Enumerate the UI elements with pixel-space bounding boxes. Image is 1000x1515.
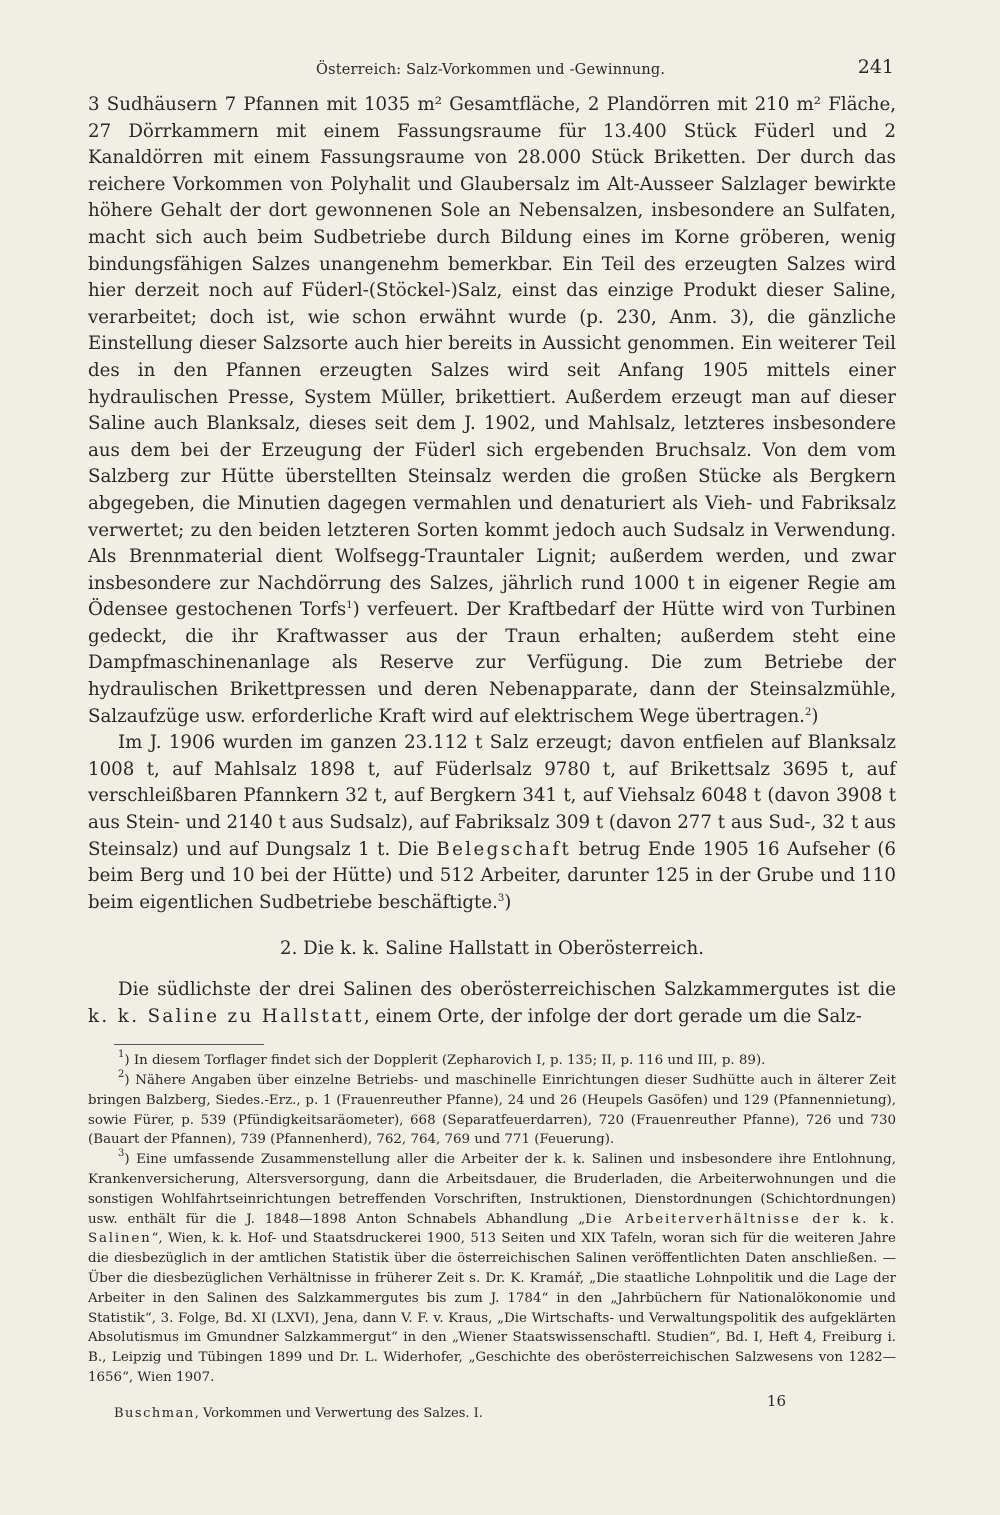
paragraph-text: ) verfeuert. Der Kraftbedarf der Hütte wird von Turbinen gedeckt, die ihr Kraftwasser aus der Traun erhalten; außerdem steht eine Dampfmaschinenanlage als Reserve zur Verfügung. Die zum Betriebe der hydraulischen Brikettpressen und deren Nebenapparate, dann der Steinsalzmühle, Salzaufzüge usw. erforderliche Kraft wird auf elektrischem Wege übertragen. bbox=[88, 599, 896, 727]
page-number: 241 bbox=[857, 56, 894, 78]
footnote-text: ) In diesem Torflager findet sich der Dopplerit (Zepharovich I, p. 135; II, p. 116 und III, p. 89). bbox=[124, 1053, 766, 1069]
paragraph-text: Die südlichste der drei Salinen des oberösterreichischen Salzkammergutes ist die bbox=[118, 979, 896, 1000]
footnote bbox=[88, 1068, 896, 1150]
footnote-divider bbox=[114, 1044, 264, 1045]
emphasis-text: Die Arbeiterverhältnisse der k. k. Salinen bbox=[88, 1211, 896, 1247]
footnote-text: ) Eine umfassende Zusammenstellung aller die Arbeiter der k. k. Salinen und insbesondere ihre Entlohnung, Krankenversicherung, Altersversorgung, dann die Arbeitsdauer, die Bruderladen, die Arbeiterwohnungen und die sonstigen Wohlfahrtseinrichtungen betreffenden Vorschriften, Instruktionen, Dienstordnungen (Schichtordnungen) usw. enthält für die J. 1848—1898 Anton Schnabels Abhandlung „ bbox=[88, 1152, 896, 1227]
footnote-text: “, Wien, k. k. Hof- und Staatsdruckerei 1900, 513 Seiten und XIX Tafeln, woran sich für die weiteren Jahre die diesbezüglich in der amtlichen Statistik über die österreichischen Salinen veröffentlichten Daten anschließen. — Über die diesbezüglichen Verhältnisse in früherer Zeit s. Dr. K. Kramář, „Die staatliche Lohnpolitik und die Lage der Arbeiter in den Salinen des Salzkammergutes bis zum J. 1784“ in den „Jahrbüchern für Nationalökonomie und Statistik“, 3. Folge, Bd. XI (LXVI), Jena, dann V. F. v. Kraus, „Die Wirtschafts- und Verwaltungspolitik des aufgeklärten Absolutismus im Gmundner Salzkammergut“ in den „Wiener Staatswissenschaftl. Studien“, Bd. I, Heft 4, Freiburg i. B., Leipzig und Tübingen 1899 und Dr. L. Widerhofer, „Geschichte des oberösterreichischen Salzwesens von 1282—1656“, Wien 1907. bbox=[88, 1231, 896, 1385]
running-title: Österreich: Salz-Vorkommen und -Gewinnung. bbox=[316, 62, 666, 78]
footnote-text: ) Nähere Angaben über einzelne Betriebs- und maschinelle Einrichtungen dieser Sudhütte auch in älterer Zeit bringen Balzberg, Siedes.-Erz., p. 1 (Frauenreuther Pfanne), 24 und 26 (Heupels Gasöfen) und 129 (Pfannennietung), sowie Fürer, p. 539 (Pfündigkeitsaräometer), 668 (Separatfeuerdarren), 720 (Frauenreuther Pfanne), 726 und 730 (Bauart der Pfannen), 739 (Pfannenherd), 762, 764, 769 und 771 (Feuerung). bbox=[88, 1072, 896, 1148]
footnote-ref: 3 bbox=[497, 892, 505, 904]
paragraph bbox=[88, 730, 896, 916]
page-footer bbox=[88, 1392, 896, 1432]
paragraph-text: ) bbox=[811, 705, 819, 727]
running-header bbox=[88, 56, 896, 86]
footnote-ref: 1 bbox=[346, 600, 353, 612]
footnote-mark: 2 bbox=[118, 1068, 125, 1080]
main-text bbox=[88, 92, 896, 1030]
paragraph-text: ) bbox=[504, 891, 512, 913]
footer-author: Buschman bbox=[114, 1405, 195, 1421]
paragraph bbox=[88, 977, 896, 1030]
paragraph-text: betrug Ende 1905 16 Aufseher (6 beim Berg und 10 bei der Hütte) und 512 Arbeiter, darunter 125 in der Grube und 110 beim eigentlichen Sudbetriebe beschäftigte. bbox=[88, 838, 896, 913]
emphasis-text: Belegschaft bbox=[436, 838, 572, 860]
paragraph-text: Im J. 1906 wurden im ganzen 23.112 t Salz erzeugt; davon entfielen auf Blanksalz 1008 t, auf Mahlsalz 1898 t, auf Füderlsalz 9780 t, auf Brikettsalz 3695 t, auf verschleißbaren Pfannkern 32 t, auf Bergkern 341 t, auf Viehsalz 6048 t (davon 3908 t aus Stein- und 2140 t aus Sudsalz), auf Fabriksalz 309 t (davon 277 t aus Sud-, 32 t aus Steinsalz) und auf Dungsalz 1 t. Die bbox=[88, 732, 896, 860]
footer-citation bbox=[114, 1406, 483, 1421]
footnote-mark: 1 bbox=[118, 1049, 125, 1061]
footnotes bbox=[88, 1051, 896, 1388]
section-heading: 2. Die k. k. Saline Hallstatt in Oberösterreich. bbox=[280, 938, 704, 960]
footer-title: , Vorkommen und Verwertung des Salzes. I. bbox=[194, 1405, 483, 1421]
footnote bbox=[88, 1150, 896, 1388]
document-page bbox=[88, 56, 896, 1432]
printer-signature: 16 bbox=[766, 1391, 786, 1410]
footnote bbox=[88, 1051, 896, 1071]
emphasis-text: k. k. Saline zu Hallstatt bbox=[88, 1005, 364, 1027]
footnote-ref: 2 bbox=[804, 706, 812, 718]
paragraph-text: 3 Sudhäusern 7 Pfannen mit 1035 m² Gesamtfläche, 2 Plandörren mit 210 m² Fläche, 27 Dörrkammern mit einem Fassungsraume für 13.400 Stück Füderl und 2 Kanaldörren mit einem Fassungsraume von 28.000 Stück Briketten. Der durch das reichere Vorkommen von Polyhalit und Glaubersalz im Alt-Ausseer Salzlager bewirkte höhere Gehalt der dort gewonnenen Sole an Nebensalzen, insbesondere an Sulfaten, macht sich auch beim Sudbetriebe durch Bildung eines im Korne gröberen, wenig bindungsfähigen Salzes unangenehm bemerkbar. Ein Teil des erzeugten Salzes wird hier derzeit noch auf Füderl-(Stöckel-)Salz, einst das einzige Produkt dieser Saline, verarbeitet; doch ist, wie schon erwähnt wurde (p. 230, Anm. 3), die gänzliche Einstellung dieser Salzsorte auch hier bereits in Aussicht genommen. Ein weiterer Teil des in den Pfannen erzeugten Salzes wird seit Anfang 1905 mittels einer hydraulischen Presse, System Müller, brikettiert. Außerdem erzeugt man auf dieser Saline auch Blanksalz, dieses seit dem J. 1902, und Mahlsalz, letzteres insbesondere aus dem bei der Erzeugung der Füderl sich ergebenden Bruchsalz. Von dem vom Salzberg zur Hütte überstellten Steinsalz werden die großen Stücke als Bergkern abgegeben, die Minutien dagegen vermahlen und denaturiert als Vieh- und Fabriksalz verwertet; zu den beiden letzteren Sorten kommt jedoch auch Sudsalz in Verwendung. Als Brennmaterial dient Wolfsegg-Trauntaler Lignit; außerdem werden, und zwar insbesondere zur Nachdörrung des Salzes, jährlich rund 1000 t in eigener Regie am Ödensee gestochenen Torfs bbox=[88, 94, 896, 621]
footnote-mark: 3 bbox=[118, 1148, 125, 1160]
paragraph bbox=[88, 92, 896, 730]
paragraph-text: , einem Orte, der infolge der dort gerade um die Salz- bbox=[363, 1005, 862, 1027]
